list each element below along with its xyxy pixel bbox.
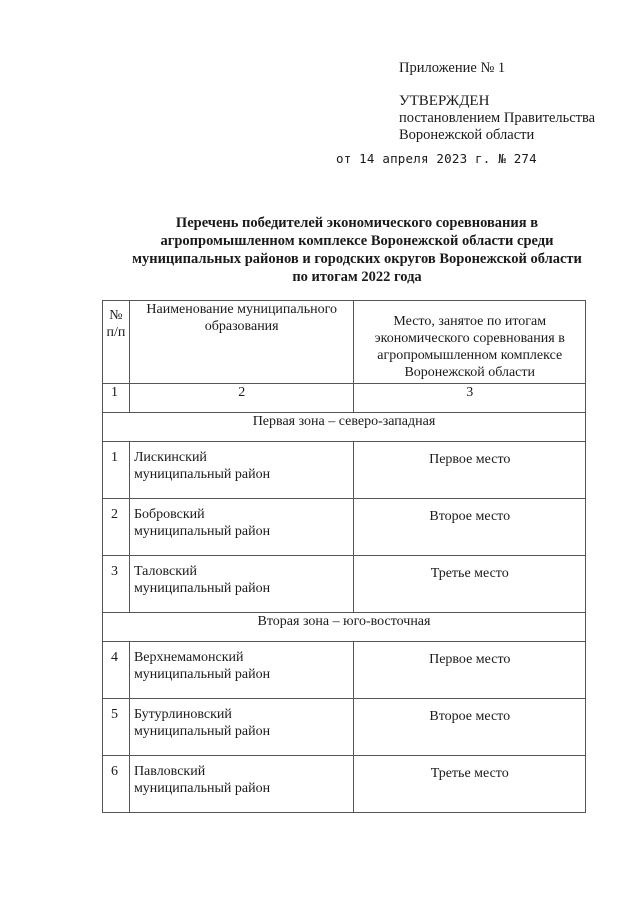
column-index-2: 2 bbox=[129, 384, 354, 413]
place-cell: Второе место bbox=[354, 499, 586, 556]
approval-block bbox=[399, 60, 629, 144]
municipality-name: Лискинский bbox=[133, 450, 207, 465]
approved-label: УТВЕРЖДЕН bbox=[399, 93, 490, 109]
row-number: 5 bbox=[103, 699, 130, 756]
municipality-type: муниципальный район bbox=[133, 467, 271, 482]
table-header-row bbox=[103, 301, 586, 384]
winners-table bbox=[102, 300, 586, 813]
municipality-name: Павловский bbox=[133, 764, 206, 779]
title-line-4: по итогам 2022 года bbox=[292, 269, 422, 285]
header-place-line-2: экономического соревнования в bbox=[374, 331, 565, 346]
header-number-abbr: п/п bbox=[106, 325, 126, 340]
decree-reference: от 14 апреля 2023 г. № 274 bbox=[336, 151, 537, 166]
municipality-cell bbox=[129, 699, 354, 756]
municipality-name: Верхнемамонский bbox=[133, 650, 244, 665]
header-place-line-1: Место, занятое по итогам bbox=[393, 314, 547, 329]
approval-line-1: постановлением Правительства bbox=[399, 110, 596, 126]
header-number-symbol: № bbox=[109, 308, 123, 323]
table-row bbox=[103, 499, 586, 556]
header-municipality-line-2: образования bbox=[204, 319, 279, 334]
row-number: 1 bbox=[103, 442, 130, 499]
title-line-3: муниципальных районов и городских округов Воронежской области bbox=[132, 251, 582, 267]
column-index-3: 3 bbox=[354, 384, 586, 413]
row-number: 2 bbox=[103, 499, 130, 556]
zone-label: Первая зона – северо-западная bbox=[103, 413, 586, 442]
municipality-name: Бутурлиновский bbox=[133, 707, 232, 722]
municipality-name: Бобровский bbox=[133, 507, 205, 522]
municipality-name: Таловский bbox=[133, 564, 197, 579]
table-row bbox=[103, 556, 586, 613]
approval-line-2: Воронежской области bbox=[399, 127, 535, 143]
column-index-row bbox=[103, 384, 586, 413]
municipality-type: муниципальный район bbox=[133, 581, 271, 596]
header-number bbox=[103, 301, 130, 384]
zone-row-northwest bbox=[103, 413, 586, 442]
header-place-line-3: агропромышленном комплексе bbox=[377, 348, 563, 363]
document-title bbox=[100, 214, 614, 286]
zone-label: Вторая зона – юго-восточная bbox=[103, 613, 586, 642]
municipality-type: муниципальный район bbox=[133, 524, 271, 539]
municipality-cell bbox=[129, 556, 354, 613]
title-line-1: Перечень победителей экономического соревнования в bbox=[175, 215, 539, 231]
zone-row-southeast bbox=[103, 613, 586, 642]
header-municipality bbox=[129, 301, 354, 384]
place-cell: Третье место bbox=[354, 756, 586, 813]
place-cell: Первое место bbox=[354, 642, 586, 699]
row-number: 3 bbox=[103, 556, 130, 613]
header-place bbox=[354, 301, 586, 384]
place-cell: Третье место bbox=[354, 556, 586, 613]
column-index-1: 1 bbox=[103, 384, 130, 413]
appendix-label: Приложение № 1 bbox=[399, 60, 506, 76]
municipality-cell bbox=[129, 756, 354, 813]
row-number: 6 bbox=[103, 756, 130, 813]
row-number: 4 bbox=[103, 642, 130, 699]
municipality-cell bbox=[129, 499, 354, 556]
municipality-type: муниципальный район bbox=[133, 724, 271, 739]
place-cell: Второе место bbox=[354, 699, 586, 756]
table-row bbox=[103, 442, 586, 499]
title-line-2: агропромышленном комплексе Воронежской области среди bbox=[160, 233, 554, 249]
place-cell: Первое место bbox=[354, 442, 586, 499]
table-row bbox=[103, 756, 586, 813]
municipality-cell bbox=[129, 442, 354, 499]
header-municipality-line-1: Наименование муниципального bbox=[146, 302, 338, 317]
municipality-type: муниципальный район bbox=[133, 781, 271, 796]
table-row bbox=[103, 642, 586, 699]
municipality-cell bbox=[129, 642, 354, 699]
header-place-line-4: Воронежской области bbox=[404, 365, 535, 380]
table-row bbox=[103, 699, 586, 756]
municipality-type: муниципальный район bbox=[133, 667, 271, 682]
